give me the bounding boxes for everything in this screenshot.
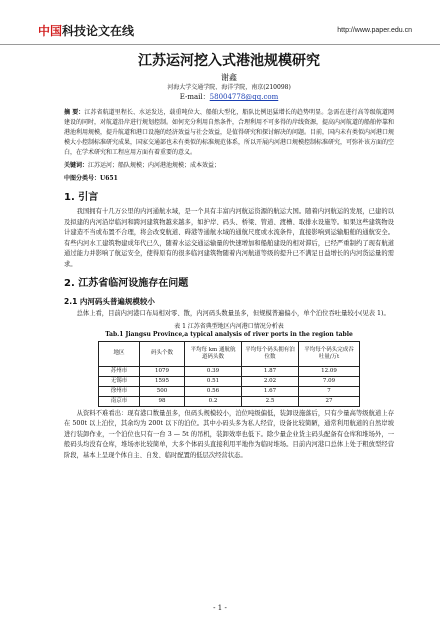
- port-stats-table: [98, 341, 360, 407]
- table-caption-cn: 表 1 江苏省典型地区内河港口情况分析表: [174, 322, 284, 330]
- table-row: [99, 386, 360, 396]
- clc-label: 中图分类号：: [64, 175, 101, 182]
- site-header: [0, 0, 440, 45]
- table-cell: 无锡市: [99, 376, 140, 386]
- table-cell: 7.09: [299, 376, 360, 386]
- classification: [64, 174, 394, 184]
- table-header-cell: 平均每 km 通航航道码头数: [185, 341, 242, 366]
- page-number: - 1 -: [213, 604, 227, 612]
- table-header-cell: 平均每个码头完成吞吐量/万t: [299, 341, 360, 366]
- section-2-1-paragraph-2: 从资料不难看出：现有港口数量虽多，但码头规模较小，泊位吨级偏低，装卸设施落后，只有少量高等级航道上存在 500t 以上泊位，其余均为 200t 以下的泊位。其中小码头多为私人经营，设备比较简陋，通常利用航道的自然岸坡进行装卸作业，一个泊位也只有一台 3 — 5t 的吊机，装卸效率也低下。除少量企业货主码头配备有仓库和堆场外，一般码头均没有仓库，堆场亦比较简单，大多个体码头直接利用平地作为临时堆场。目前内河港口总体上处于粗放型经营阶段，基本上呈现个体自主、自发、临时配置的低层次经营状态。: [64, 409, 394, 459]
- table-cell: 1595: [140, 376, 185, 386]
- keywords-text: 江苏运河；船队规模；内河港池规模；成本效益；: [88, 162, 221, 169]
- section-2-heading: 2. 江苏省临河设施存在问题: [64, 278, 189, 289]
- table-cell: 1079: [140, 366, 185, 376]
- paper-body: [64, 52, 394, 461]
- abstract: [64, 108, 394, 158]
- table-row: [99, 366, 360, 376]
- abstract-text: 江苏省航道里程长、水运发达，载重吨位大、船舶大型化，船队比例迅猛增长的趋势明显。急需在进行高等级航道网建设的同时，对航道沿岸进行规划控制。如何充分利用自然条件，合理利用不可多得的岸线资源，提高内河航道的船舶停靠和港池利用规模，提升航道和港口设施的经济效益与社会效益，是值得研究和探讨解决的问题。目前，国内未有类似内河港口规模大小控制标准研究成果，国家交通部也未有类似的标准规范体系，所以开展内河港口规模控制标准研究，可弥补该方面的空白，在学术研究和工程应用方面有着重要的意义。: [64, 109, 395, 156]
- keywords: [64, 161, 394, 171]
- table-cell: 苏州市: [99, 366, 140, 376]
- section-1-paragraph: 我国拥有十几万公里的内河通航水域，是一个具有丰富内河航运资源的航运大国。随着内河航运的发展，已建的以及拟建的内河沿岸临河和跨河建筑物越来越多，如护岸、码头、桥梁、管道、渡槽、取排水设施等。如果这些建筑物设计建造不当或布置不合理，将会改变航道、碍港等通航水域的通航尺度或水流条件，直接影响到运输船舶的通航安全。有些内河水工建筑物建成年代已久，随着水运交通运输量的快速增加和船舶建设的相对滞后，已经严重制约了现有航道通过能力并影响了航运安全，使得原有的很多临河建筑物随着内河航道等级的提升已不满足日益增长的内河货运量的需求。: [64, 208, 394, 268]
- paper-author: 谢鑫: [221, 73, 237, 82]
- table-cell: 南京市: [99, 396, 140, 406]
- table-cell: 0.56: [185, 386, 242, 396]
- table-cell: 1.67: [242, 386, 299, 396]
- table-cell: 0.2: [185, 396, 242, 406]
- table-cell: 0.51: [185, 376, 242, 386]
- logo-red-text: 中国: [38, 24, 63, 38]
- section-2-1-paragraph-1: 总体上看，目前内河港口布局相对零、散，内河码头数量虽多，但规模普遍偏小，单个泊位吞吐量较小(见表 1)。: [76, 310, 390, 317]
- logo-black-text: 科技论文在线: [62, 24, 135, 38]
- table-cell: 0.39: [185, 366, 242, 376]
- table-cell: 500: [140, 386, 185, 396]
- paper-title: 江苏运河挖入式港池规模研究: [138, 53, 320, 69]
- table-row: [99, 396, 360, 406]
- table-cell: 1.87: [242, 366, 299, 376]
- clc-code: U651: [100, 175, 118, 182]
- site-logo[interactable]: [38, 22, 134, 39]
- table-cell: 2.02: [242, 376, 299, 386]
- table-cell: 7: [299, 386, 360, 396]
- table-row: [99, 376, 360, 386]
- table-cell: 12.09: [299, 366, 360, 376]
- abstract-label: 摘 要：: [64, 109, 85, 116]
- section-2-1-heading: 2.1 内河码头普遍规模较小: [64, 297, 155, 306]
- email-link[interactable]: 58004778@qq.com: [209, 93, 279, 101]
- keywords-label: 关键词：: [64, 162, 89, 169]
- section-1-heading: 1. 引言: [64, 192, 99, 203]
- table-caption-en: Tab.1 Jiangsu Province,a typical analysis of river ports in the region table: [105, 330, 353, 338]
- paper-affiliation: 河海大学交通学院、海洋学院，南京(210098): [167, 84, 291, 91]
- table-cell: 27: [299, 396, 360, 406]
- table-cell: 2.5: [242, 396, 299, 406]
- table-header-cell: 平均每个码头拥有泊位数: [242, 341, 299, 366]
- table-header-cell: 地区: [99, 341, 140, 366]
- table-cell: 98: [140, 396, 185, 406]
- table-cell: 徐州市: [99, 386, 140, 396]
- email-line: [64, 93, 394, 102]
- table-header-row: [99, 341, 360, 366]
- table-header-cell: 码头个数: [140, 341, 185, 366]
- site-url[interactable]: http://www.paper.edu.cn: [337, 27, 412, 34]
- email-label: E-mail：: [179, 93, 210, 101]
